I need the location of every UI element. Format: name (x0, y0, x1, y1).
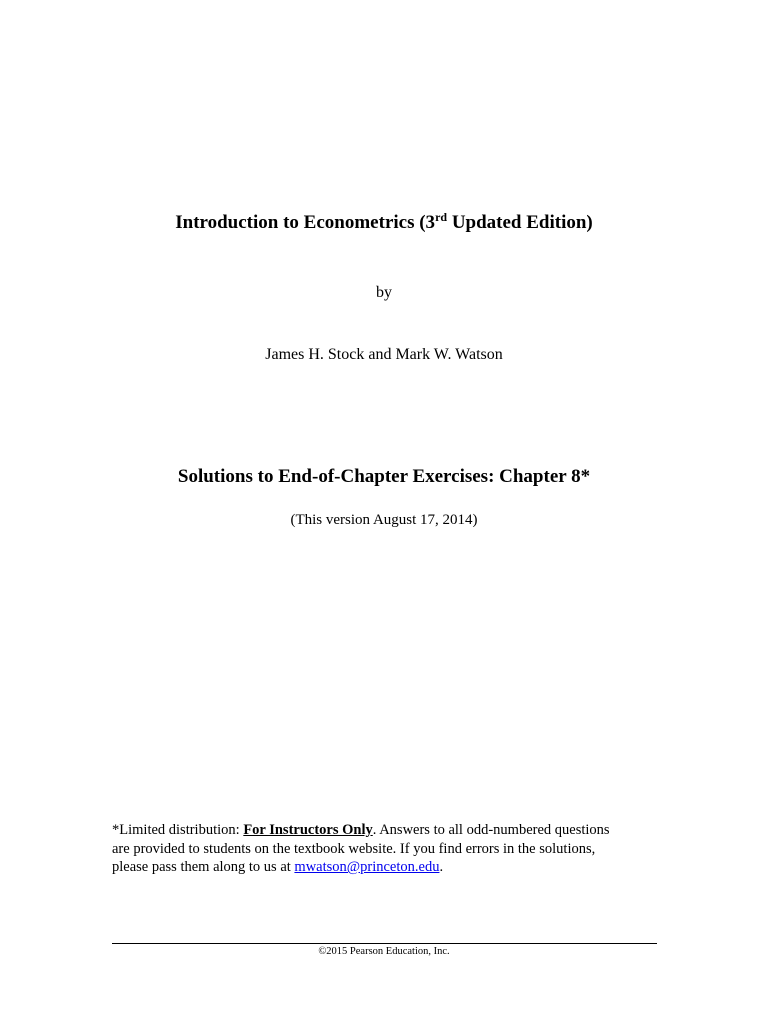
footnote-line-1 (112, 821, 672, 840)
distribution-footnote (112, 821, 672, 877)
document-title (0, 212, 768, 234)
footnote-line-3-prefix: please pass them along to us at (112, 859, 295, 875)
footnote-line-3 (112, 858, 672, 877)
authors: James H. Stock and Mark W. Watson (265, 346, 503, 363)
title-main: Introduction to Econometrics (3 (175, 212, 436, 233)
footnote-prefix: *Limited distribution: (112, 822, 244, 838)
copyright-notice: ©2015 Pearson Education, Inc. (318, 946, 450, 957)
document-subtitle: Solutions to End-of-Chapter Exercises: Chapter 8* (177, 466, 591, 487)
footnote-line-3-suffix: . (439, 859, 444, 875)
instructors-only-label: For Instructors Only (243, 822, 373, 838)
footnote-line-2: are provided to students on the textbook website. If you find errors in the solutions, (112, 840, 596, 857)
footer-rule (112, 943, 657, 944)
footnote-line-1-suffix: . Answers to all odd-numbered questions (372, 822, 610, 838)
version-date: (This version August 17, 2014) (290, 512, 478, 528)
title-superscript: rd (435, 210, 448, 224)
by-line: by (376, 284, 392, 301)
email-link[interactable]: mwatson@princeton.edu (294, 859, 440, 875)
title-rest: Updated Edition) (447, 212, 593, 233)
